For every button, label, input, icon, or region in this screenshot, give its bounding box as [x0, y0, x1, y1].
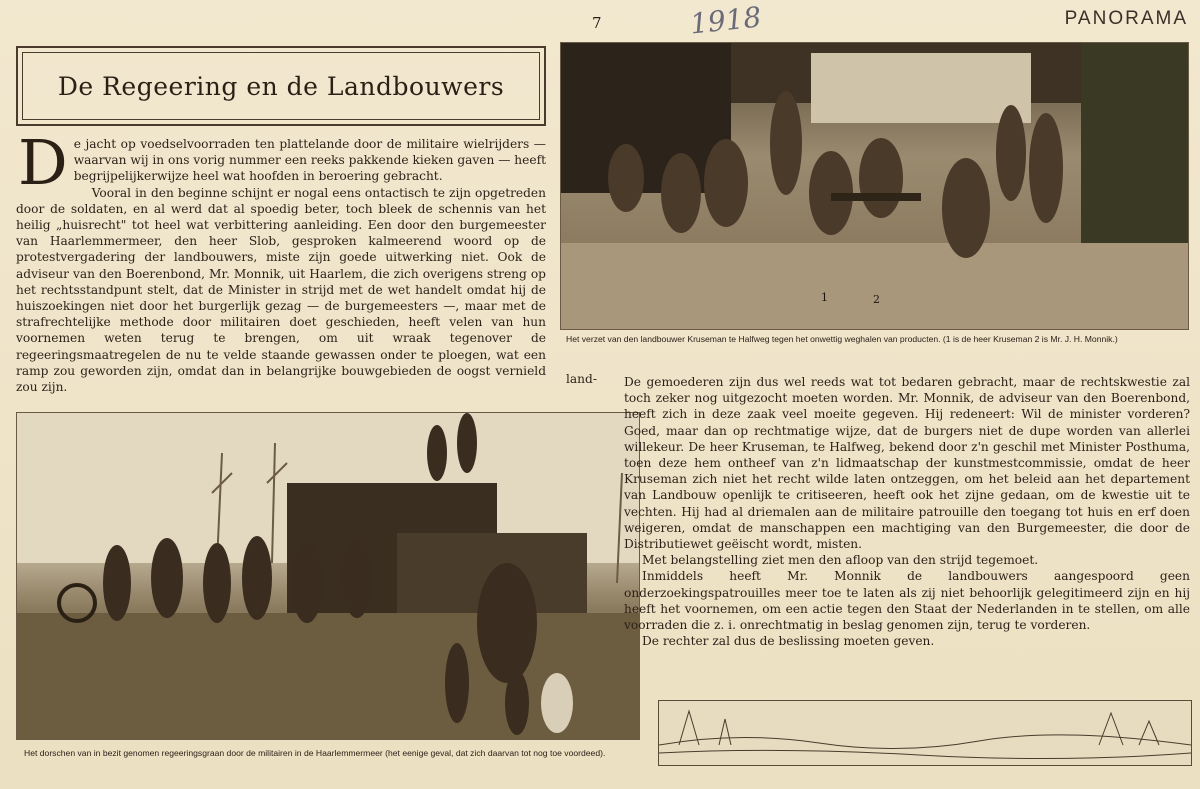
article-title-frame	[16, 46, 546, 126]
paragraph-text: e jacht op voedselvoorraden ten plattelande door de militaire wielrijders — waarvan wij in ons vorig nummer een reeks pakkende kieken gaven — heeft begrijpelijkerwijze heel wat hoofden in beroering gebracht.	[73, 137, 546, 184]
decorative-vignette-landscape	[658, 700, 1192, 766]
photo-kruseman-illustration	[561, 43, 1188, 329]
photo-threshing-illustration	[17, 413, 639, 739]
vignette-drawing	[659, 701, 1191, 765]
photo-caption-bottom: Het dorschen van in bezit genomen regeeringsgraan door de militairen in de Haarlemmermeer (het eenige geval, dat zich daarvan tot nog toe voordeed).	[24, 748, 606, 758]
article-column-left	[16, 126, 546, 395]
article-title: De Regeering en de Landbouwers	[57, 71, 505, 101]
article-paragraph: Inmiddels heeft Mr. Monnik de landbouwers aangespoord geen onderzoekingspatrouilles meer toe te laten als zij niet behoorlijk gelegitimeerd zijn en hij heeft het voornemen, om een actie tegen den Staat der Nederlanden in te stellen, om alle voorraden die z. i. onrechtmatig in beslag genomen zijn, terug te vorderen.	[624, 569, 1190, 633]
photo-caption-top: Het verzet van den landbouwer Kruseman te Halfweg tegen het onwettig weghalen van producten. (1 is de heer Kruseman 2 is Mr. J. H. Monnik.)	[566, 334, 1118, 344]
masthead: PANORAMA	[1064, 8, 1188, 29]
photo-marker-2: 2	[873, 293, 880, 306]
article-paragraph: De rechter zal dus de beslissing moeten geven.	[642, 634, 935, 649]
article-title-inner-frame	[22, 52, 540, 120]
photo-threshing	[16, 412, 640, 740]
article-paragraph: Met belangstelling ziet men den afloop van den strijd tegemoet.	[642, 553, 1039, 568]
article-paragraph: De gemoederen zijn dus wel reeds wat tot bedaren gebracht, maar de rechtskwestie zal toch zeker nog uitgezocht moeten worden. Mr. Monnik, de adviseur van den Boerenbond, heeft zich in deze zaak veel moeite gegeven. Hij redeneert: Wil de minister vorderen? Goed, maar dan op rechtmatige wijze, dat de burgers niet de dupe worden van allerlei willekeur. De heer Kruseman, te Halfweg, bekend door z'n geschil met Minister Posthuma, toen deze hem ontheef van z'n lidmaatschap der kunstmestcommissie, omdat de heer Kruseman zich niet het recht wilde laten ontzeggen, om het beleid aan het departement van Landbouw openlijk te critiseeren, heeft ook het zijne gedaan, om de kwestie uit te vechten. Hij had al driemalen aan de militaire patrouille den toegang tot huis en erf doen weigeren, omdat de manschappen een machtiging van den Burgemeester, die door de Distributiewet geëischt wordt, misten.	[624, 375, 1190, 552]
drop-cap: D	[18, 126, 68, 199]
photo-marker-1: 1	[821, 291, 828, 304]
article-paragraph: Vooral in den beginne schijnt er nogal eens ontactisch te zijn opgetreden door de soldaten, en al werd dat al spoedig beter, toch bleek de schennis van het heilig „huisrecht" tot heel wat verbittering aanleiding. Een door den burgemeester van Haarlemmermeer, den heer Slob, gesproken kalmeerend woord op de protestvergadering der landbouwers, miste zijn goede uitwerking niet. Ook de adviseur van den Boerenbond, Mr. Monnik, uit Haarlem, die zich overigens streng op het rechtsstandpunt stelt, dat de Minister in strijd met de wet handelt omdat hij de huiszoekingen niet door het burgerlijk gezag — de burgemeesters —, maar met de strafrechtelijke methode door militairen doet geschieden, heeft velen van hun voornemen weten terug te brengen, om uit wraak tegenover de regeeringsmaatregelen de nu te velde staande gewassen onder te ploegen, wat een ramp zou geworden zijn, omdat dan in belangrijke bouwgebieden de oogst vernield zou zijn.	[16, 185, 546, 395]
page-number: 7	[592, 14, 602, 32]
article-paragraph	[16, 126, 546, 199]
hyphenated-continuation: land-	[566, 372, 597, 386]
photo-kruseman-protest	[560, 42, 1189, 330]
article-column-right	[624, 374, 1190, 649]
handwritten-year-annotation: 1918	[688, 0, 763, 41]
